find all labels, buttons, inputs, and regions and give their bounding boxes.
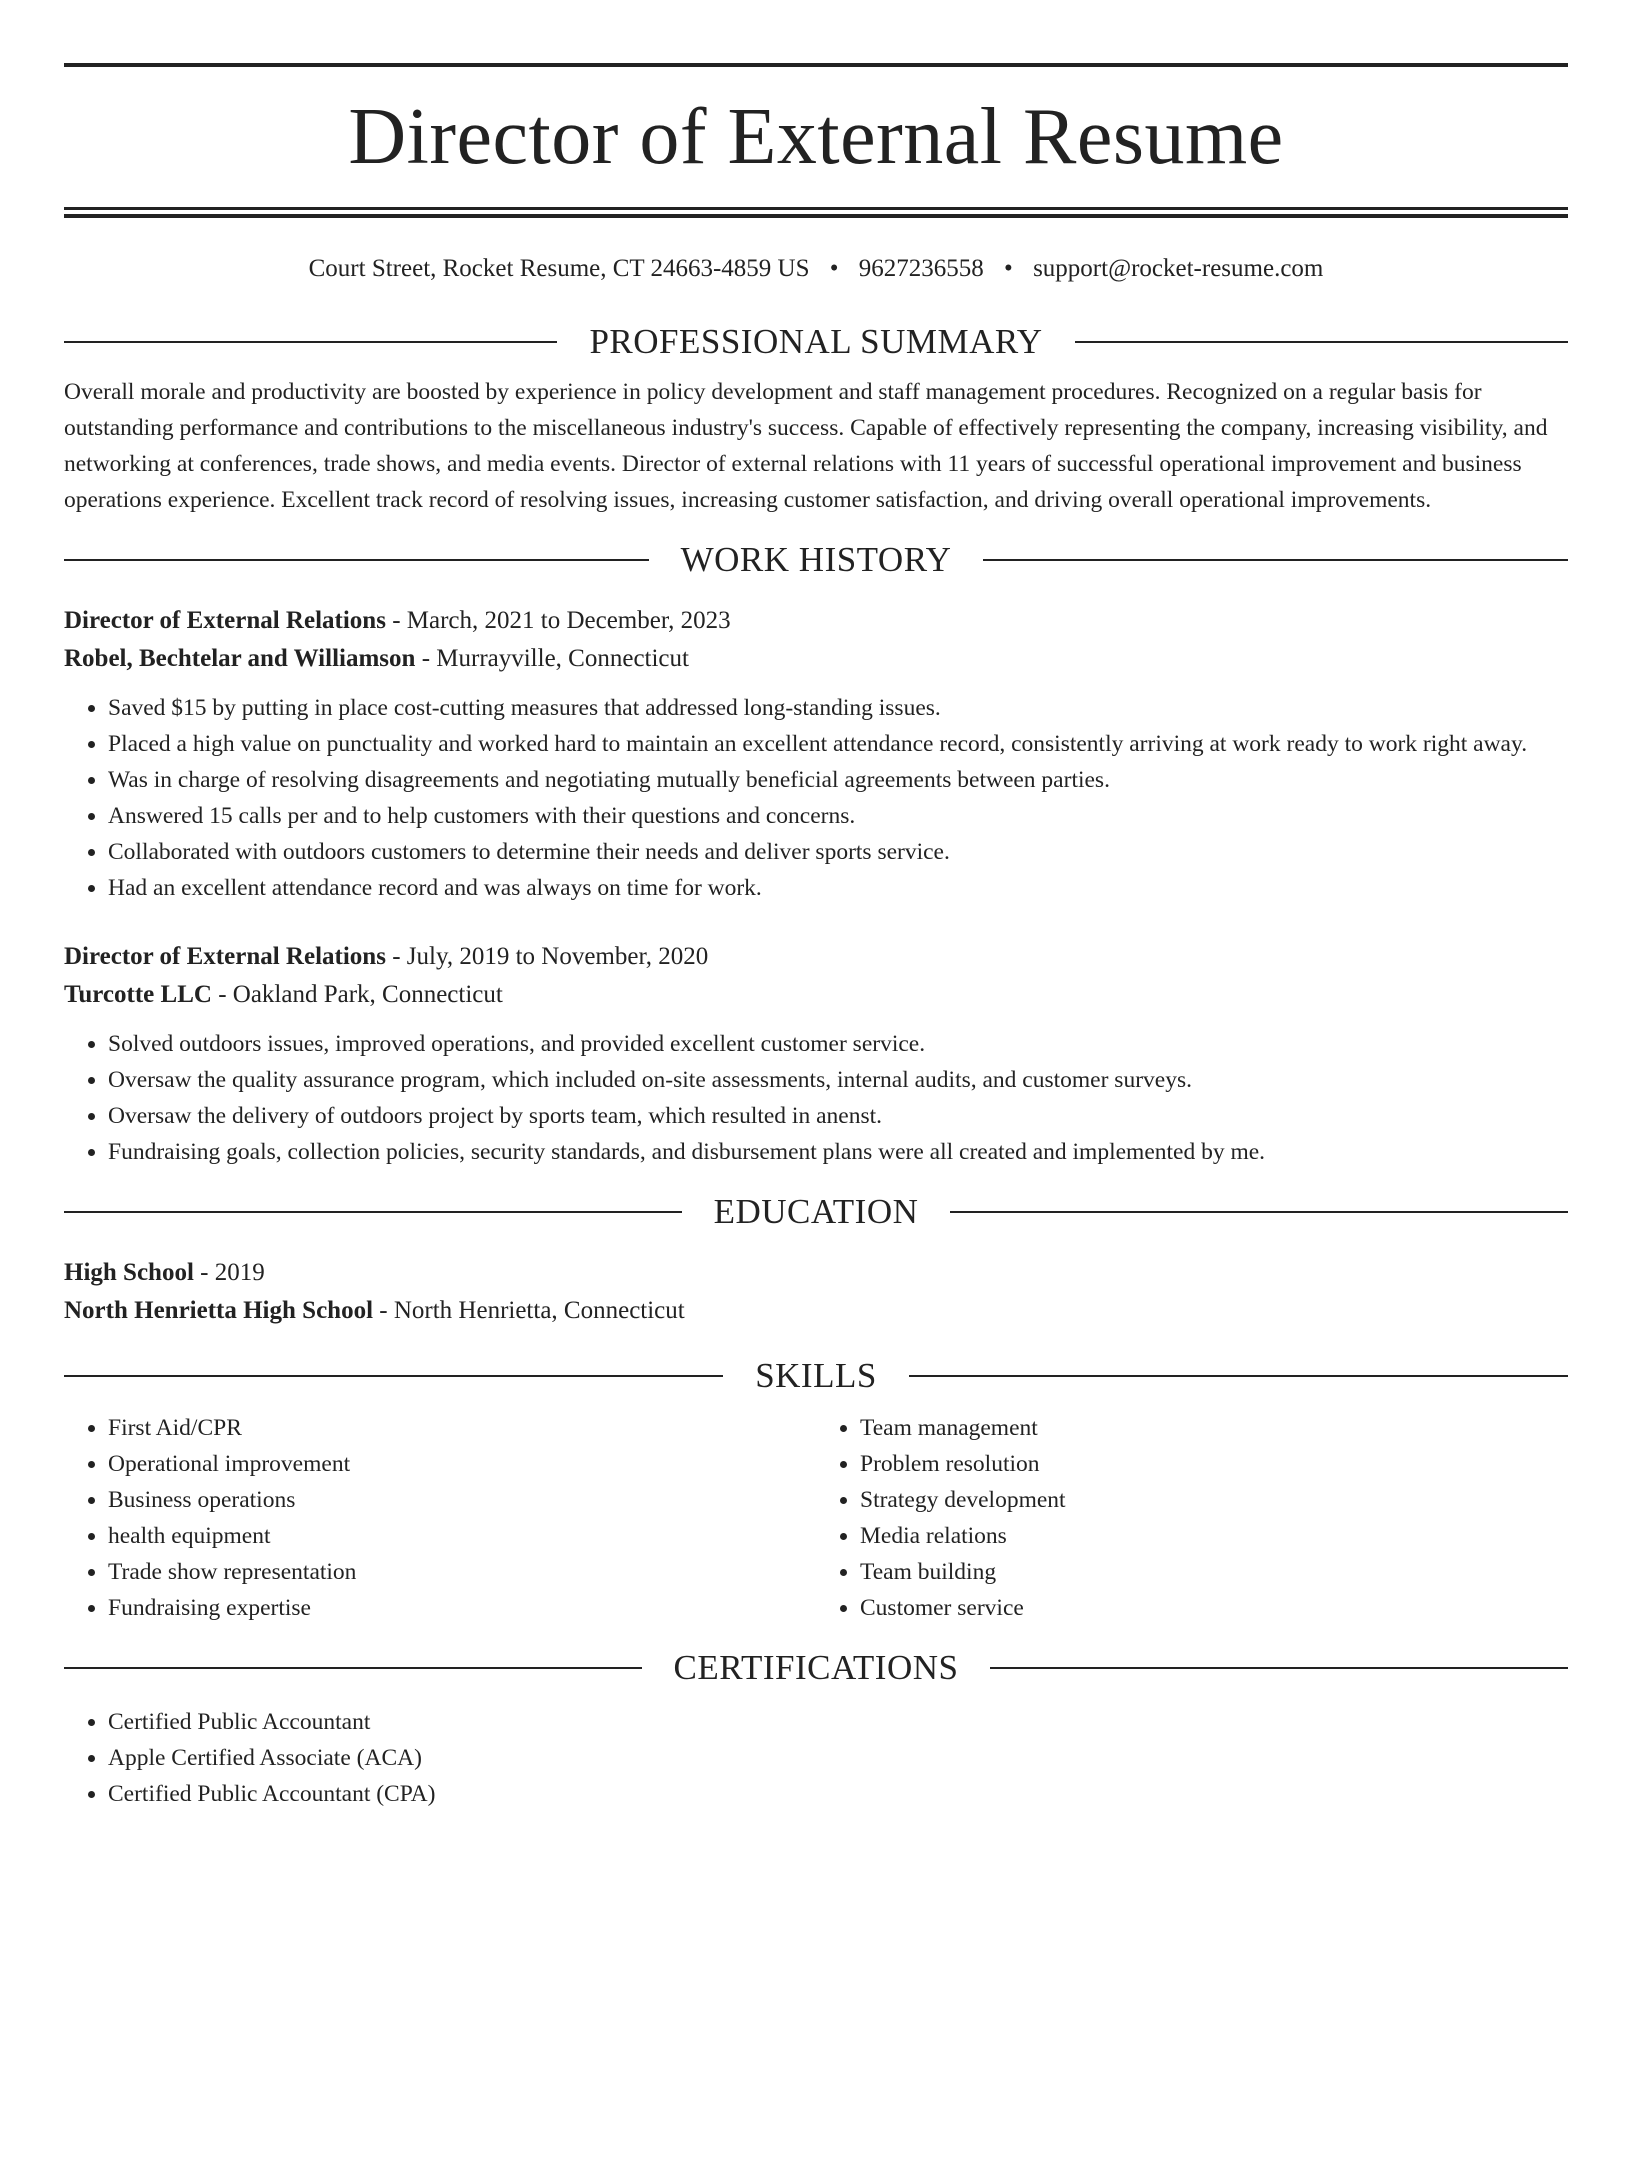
skill-item: • Trade show representation — [108, 1554, 816, 1590]
contact-line — [64, 254, 1568, 284]
section-heading-skills — [64, 1354, 1568, 1398]
education-degree: High School — [64, 1259, 194, 1286]
heading-rule — [990, 1667, 1568, 1669]
skill-item: • health equipment — [108, 1518, 816, 1554]
skills-columns — [64, 1410, 1568, 1626]
resume-page — [0, 63, 1632, 2175]
job-bullet: • Had an excellent attendance record and was always on time for work. — [108, 870, 1568, 906]
skill-item: • Media relations — [860, 1518, 1568, 1554]
job-location: - Oakland Park, Connecticut — [211, 981, 503, 1008]
certification-item: • Certified Public Accountant (CPA) — [108, 1776, 1568, 1812]
job-title: Director of External Relations — [64, 943, 386, 970]
skill-item: • Strategy development — [860, 1482, 1568, 1518]
job-bullet: • Answered 15 calls per and to help customers with their questions and concerns. — [108, 798, 1568, 834]
job-company: Robel, Bechtelar and Williamson — [64, 645, 416, 672]
job-bullet: • Oversaw the quality assurance program, which included on-site assessments, internal audits, and customer surveys. — [108, 1062, 1568, 1098]
resume-name: Director of External Resume — [348, 93, 1284, 181]
job-title-line — [64, 602, 1568, 640]
job-title-line — [64, 938, 1568, 976]
section-heading-summary — [64, 320, 1568, 364]
job-title: Director of External Relations — [64, 607, 386, 634]
section-title: PROFESSIONAL SUMMARY — [589, 322, 1043, 361]
certification-item: • Certified Public Accountant — [108, 1704, 1568, 1740]
contact-phone: 9627236558 — [858, 255, 984, 282]
education-school-line — [64, 1292, 1568, 1330]
skill-item: • Team building — [860, 1554, 1568, 1590]
contact-separator: • — [1004, 255, 1013, 282]
heading-rule — [909, 1375, 1568, 1377]
heading-rule — [64, 341, 557, 343]
skill-item: • Customer service — [860, 1590, 1568, 1626]
job-bullet: • Oversaw the delivery of outdoors project by sports team, which resulted in anenst. — [108, 1098, 1568, 1134]
job-location: - Murrayville, Connecticut — [415, 645, 689, 672]
job-company-line — [64, 640, 1568, 678]
education-year: - 2019 — [193, 1259, 265, 1286]
job-bullet: • Saved $15 by putting in place cost-cutting measures that addressed long-standing issues. — [108, 690, 1568, 726]
certifications-list — [64, 1704, 1568, 1812]
skill-item: • Operational improvement — [108, 1446, 816, 1482]
education-school: North Henrietta High School — [64, 1297, 374, 1324]
skills-list-left — [64, 1410, 816, 1626]
job-bullets — [64, 1026, 1568, 1170]
certification-item: • Apple Certified Associate (ACA) — [108, 1740, 1568, 1776]
education-degree-line — [64, 1254, 1568, 1292]
job-bullet: • Fundraising goals, collection policies, security standards, and disbursement plans were all created and implemented by me. — [108, 1134, 1568, 1170]
job-entry — [64, 938, 1568, 1170]
job-bullet: • Placed a high value on punctuality and worked hard to maintain an excellent attendance record, consistently arriving at work ready to work right away. — [108, 726, 1568, 762]
job-dates: - July, 2019 to November, 2020 — [385, 943, 709, 970]
job-bullet: • Was in charge of resolving disagreements and negotiating mutually beneficial agreements between parties. — [108, 762, 1568, 798]
contact-email: support@rocket-resume.com — [1033, 255, 1324, 282]
contact-address: Court Street, Rocket Resume, CT 24663-4859 US — [308, 255, 810, 282]
section-title: WORK HISTORY — [680, 540, 952, 579]
section-heading-certifications — [64, 1646, 1568, 1690]
job-bullet: • Collaborated with outdoors customers to determine their needs and deliver sports service. — [108, 834, 1568, 870]
job-dates: - March, 2021 to December, 2023 — [385, 607, 731, 634]
job-bullets — [64, 690, 1568, 906]
section-heading-work — [64, 538, 1568, 582]
heading-rule — [64, 1211, 682, 1213]
contact-separator: • — [829, 255, 839, 282]
job-entry — [64, 602, 1568, 906]
job-bullet: • Solved outdoors issues, improved operations, and provided excellent customer service. — [108, 1026, 1568, 1062]
skill-item: • Fundraising expertise — [108, 1590, 816, 1626]
job-company-line — [64, 976, 1568, 1014]
education-location: - North Henrietta, Connecticut — [373, 1297, 685, 1324]
double-rule — [64, 207, 1568, 218]
heading-rule — [1075, 341, 1568, 343]
education-entry — [64, 1254, 1568, 1330]
skill-item: • Team management — [860, 1410, 1568, 1446]
heading-rule — [983, 559, 1568, 561]
job-company: Turcotte LLC — [64, 981, 212, 1008]
top-rule — [64, 63, 1568, 67]
heading-rule — [64, 1375, 723, 1377]
heading-rule — [64, 1667, 642, 1669]
skill-item: • Problem resolution — [860, 1446, 1568, 1482]
section-title: CERTIFICATIONS — [673, 1648, 959, 1687]
heading-rule — [64, 559, 649, 561]
skill-item: • First Aid/CPR — [108, 1410, 816, 1446]
section-heading-education — [64, 1190, 1568, 1234]
section-title: EDUCATION — [713, 1192, 919, 1231]
heading-rule — [950, 1211, 1568, 1213]
skills-list-right — [816, 1410, 1568, 1626]
skill-item: • Business operations — [108, 1482, 816, 1518]
section-title: SKILLS — [755, 1356, 877, 1395]
summary-text: Overall morale and productivity are boosted by experience in policy development and staff management procedures. Recognized on a regular basis for outstanding performance and contributions to the miscellaneous industry's success. Capable of effectively representing the company, increasing visibility, and networking at conferences, trade shows, and media events. Director of external relations with 11 years of successful operational improvement and business operations experience. Excellent track record of resolving issues, increasing customer satisfaction, and driving overall operational improvements. — [64, 379, 1548, 513]
